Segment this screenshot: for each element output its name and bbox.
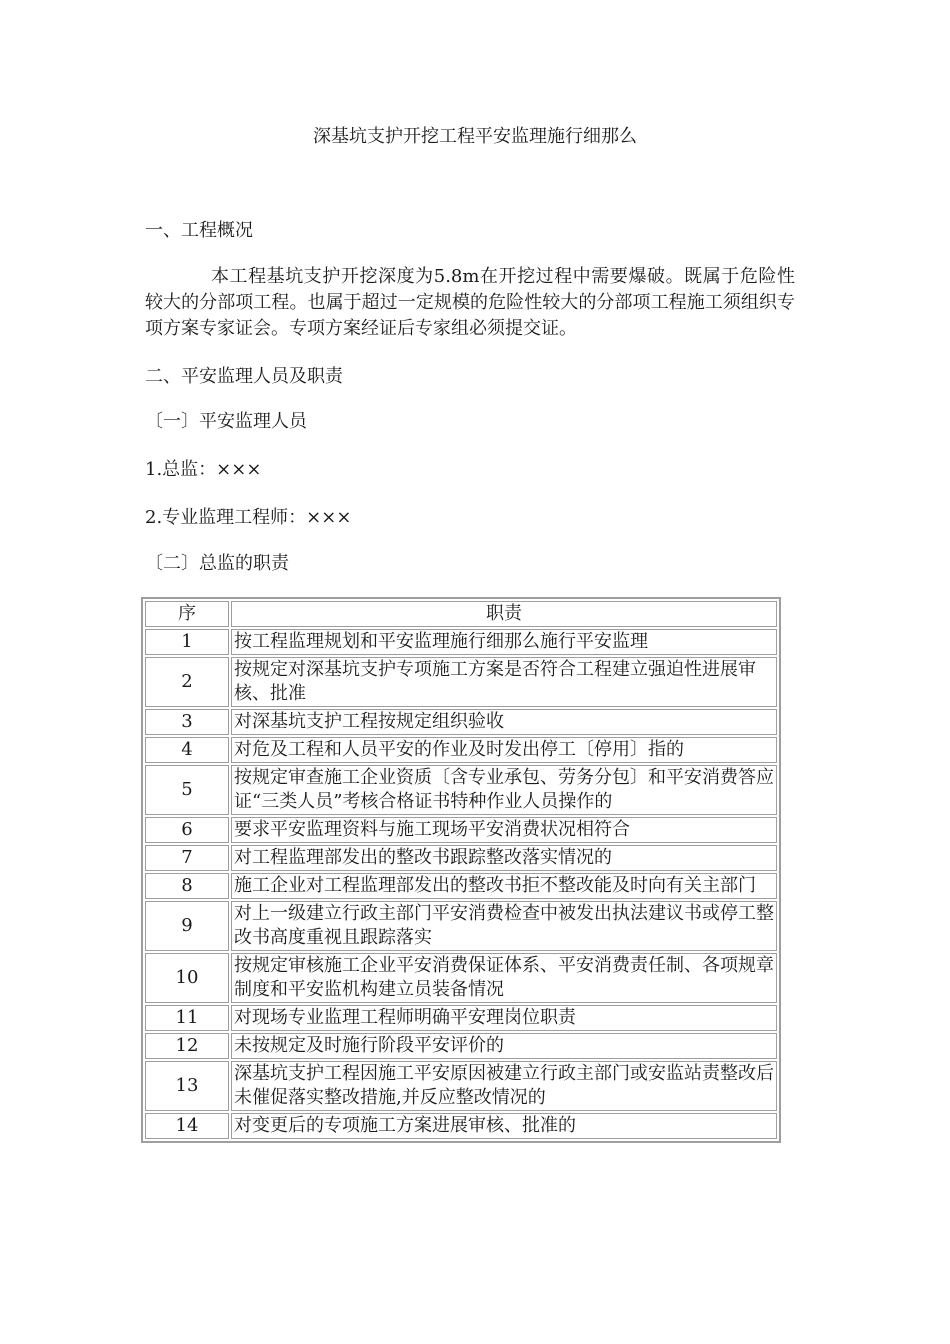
row-duty: 要求平安监理资料与施工现场平安消费状况相符合 <box>231 817 777 843</box>
table-row <box>145 657 777 707</box>
specialist-engineer-line: 2.专业监理工程师：××× <box>145 507 352 528</box>
row-duty: 对危及工程和人员平安的作业及时发出停工〔停用〕指的 <box>231 737 777 763</box>
row-duty: 对上一级建立行政主部门平安消费检查中被发出执法建议书或停工整改书高度重视且跟踪落实 <box>231 901 777 951</box>
section-heading-overview: 一、工程概况 <box>145 220 253 241</box>
subheading-personnel: 〔一〕平安监理人员 <box>145 411 307 432</box>
table-row <box>145 1113 777 1139</box>
table-row <box>145 765 777 815</box>
chief-supervisor-line: 1.总监：××× <box>145 459 262 480</box>
row-number: 9 <box>145 901 229 951</box>
page-title: 深基坑支护开挖工程平安监理施行细那么 <box>313 126 637 147</box>
row-number: 3 <box>145 709 229 735</box>
row-duty: 按规定对深基坑支护专项施工方案是否符合工程建立强迫性进展审核、批准 <box>231 657 777 707</box>
row-duty: 对变更后的专项施工方案进展审核、批准的 <box>231 1113 777 1139</box>
row-duty: 对现场专业监理工程师明确平安理岗位职责 <box>231 1005 777 1031</box>
row-duty: 施工企业对工程监理部发出的整改书拒不整改能及时向有关主部门 <box>231 873 777 899</box>
row-number: 13 <box>145 1061 229 1111</box>
row-number: 1 <box>145 629 229 655</box>
table-row <box>145 629 777 655</box>
table-row <box>145 1061 777 1111</box>
table-row <box>145 1033 777 1059</box>
table-row <box>145 953 777 1003</box>
row-duty: 按规定审查施工企业资质〔含专业承包、劳务分包〕和平安消费答应证“三类人员”考核合格证书特种作业人员操作的 <box>231 765 777 815</box>
subheading-duties: 〔二〕总监的职责 <box>145 553 289 574</box>
row-duty: 深基坑支护工程因施工平安原因被建立行政主部门或安监站责整改后未催促落实整改措施,并反应整改情况的 <box>231 1061 777 1111</box>
row-duty: 未按规定及时施行阶段平安评价的 <box>231 1033 777 1059</box>
row-number: 12 <box>145 1033 229 1059</box>
table-row <box>145 873 777 899</box>
table-header-row <box>145 601 777 627</box>
row-duty: 对工程监理部发出的整改书跟踪整改落实情况的 <box>231 845 777 871</box>
row-number: 5 <box>145 765 229 815</box>
section-heading-personnel: 二、平安监理人员及职责 <box>145 366 343 387</box>
row-duty: 按工程监理规划和平安监理施行细那么施行平安监理 <box>231 629 777 655</box>
row-number: 7 <box>145 845 229 871</box>
duty-table-body <box>145 629 777 1139</box>
row-number: 10 <box>145 953 229 1003</box>
duty-table <box>141 597 781 1143</box>
row-number: 11 <box>145 1005 229 1031</box>
row-duty: 按规定审核施工企业平安消费保证体系、平安消费责任制、各项规章制度和平安监机构建立员装备情况 <box>231 953 777 1003</box>
header-duty: 职责 <box>231 601 777 627</box>
overview-paragraph: 本工程基坑支护开挖深度为5.8m在开挖过程中需要爆破。既属于危险性较大的分部项工程。也属于超过一定规模的危险性较大的分部项工程施工须组织专项方案专家证会。专项方案经证后专家组必须提交证。 <box>145 266 795 339</box>
table-row <box>145 901 777 951</box>
row-number: 4 <box>145 737 229 763</box>
row-number: 8 <box>145 873 229 899</box>
table-row <box>145 709 777 735</box>
row-number: 14 <box>145 1113 229 1139</box>
table-row <box>145 737 777 763</box>
table-row <box>145 817 777 843</box>
row-number: 6 <box>145 817 229 843</box>
table-row <box>145 1005 777 1031</box>
row-duty: 对深基坑支护工程按规定组织验收 <box>231 709 777 735</box>
row-number: 2 <box>145 657 229 707</box>
table-row <box>145 845 777 871</box>
header-no: 序 <box>145 601 229 627</box>
